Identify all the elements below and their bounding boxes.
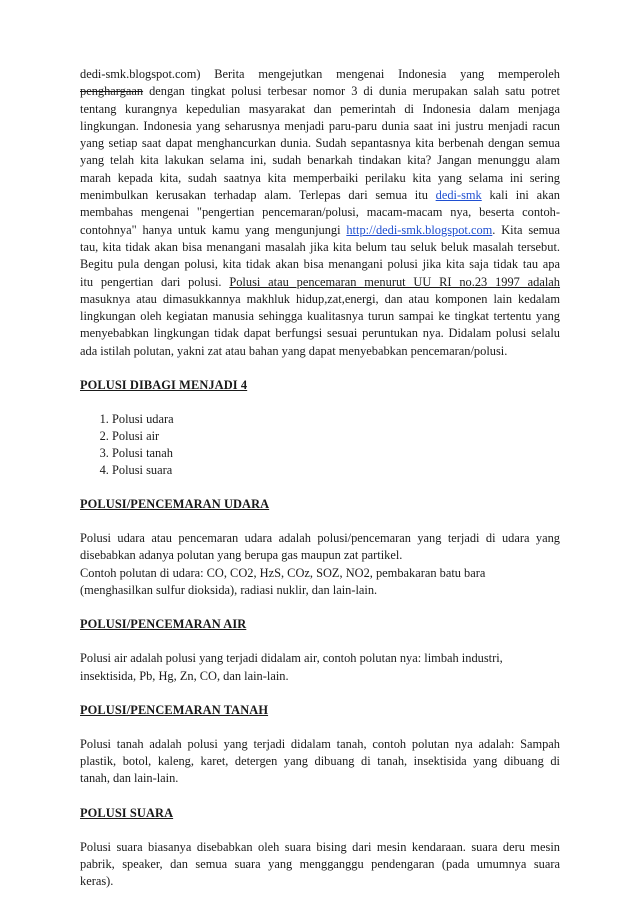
list-item: 1. Polusi udara xyxy=(112,411,560,428)
intro-paragraph xyxy=(80,66,560,360)
section-body xyxy=(80,650,560,685)
text-line: Polusi tanah adalah polusi yang terjadi didalam tanah, contoh polutan nya adalah: Sampah xyxy=(80,736,560,751)
text-line: pabrik, speaker, dan semua suara yang mengganggu pendengaran (pada umumnya suara xyxy=(80,857,560,872)
blog-url-link[interactable]: http://dedi-smk.blogspot.com xyxy=(346,222,493,237)
text-line: yang setiap saat dapat menghancurkan dunia. Sudah sepantasnya kita berbenah dengan semua xyxy=(80,136,560,151)
list-item: 4. Polusi suara xyxy=(112,462,560,479)
strikethrough-text: penghargaan xyxy=(80,84,144,99)
text-line: plastik, botol, kaleng, karet, detergen yang dibuang di tanah, insektisida yang dibuang di xyxy=(80,754,560,769)
text-line: Polusi air adalah polusi yang terjadi didalam air, contoh polutan nya: limbah industri, xyxy=(80,651,503,666)
text-line: marah kepada kita, sudah saatnya kita memperbaiki perilaku kita yang selama ini sering xyxy=(80,170,560,185)
text-line: lingkungan. Indonesia yang seharusnya menjadi paru-paru dunia saat ini justru menjadi racun xyxy=(80,118,560,133)
text-fragment: dengan tingkat polusi terbesar nomor 3 di dunia merupakan salah satu potret xyxy=(143,84,560,99)
text-line: yang telah kita lakukan selama ini, sudah benarkah tindakan kita? Jangan menunggu alam xyxy=(80,153,560,168)
text-line: ada istilah polutan, yakni zat atau bahan yang dapat menyebabkan pencemaran/polusi. xyxy=(80,343,508,358)
section-body xyxy=(80,530,560,599)
text-line: tentang kurangnya kepedulian masyarakat dan pemerintah di Indonesia dalam menjaga xyxy=(80,101,560,116)
section-heading: POLUSI/PENCEMARAN TANAH xyxy=(80,702,269,717)
text-line: lingkungan oleh kegiatan manusia sehingga kualitasnya turun sampai ke tingkat tertentu yang xyxy=(80,309,560,324)
section-heading: POLUSI DIBAGI MENJADI 4 xyxy=(80,378,248,393)
text-line: Polusi udara atau pencemaran udara adalah polusi/pencemaran yang terjadi di udara yang xyxy=(80,531,560,546)
underlined-text: Polusi atau pencemaran menurut UU RI no.23 1997 adalah xyxy=(229,274,561,289)
section-air xyxy=(80,616,560,685)
section-heading: POLUSI SUARA xyxy=(80,805,174,820)
dedi-smk-link[interactable]: dedi-smk xyxy=(435,188,482,203)
text-fragment: itu pengertian dari polusi. xyxy=(80,274,230,289)
text-line: dedi-smk.blogspot.com) Berita mengejutkan mengenai Indonesia yang memperoleh xyxy=(80,67,560,81)
text-line xyxy=(80,83,560,100)
section-body xyxy=(80,839,560,891)
text-line: menyebabkan lingkungan tidak dapat berfungsi sesuai peruntukan nya. Didalam polusi selalu xyxy=(80,326,560,341)
list-item: 2. Polusi air xyxy=(112,428,560,445)
text-line: keras). xyxy=(80,874,114,889)
text-line: (menghasilkan sulfur dioksida), radiasi nuklir, dan lain-lain. xyxy=(80,582,378,597)
text-line xyxy=(80,222,560,239)
text-fragment: contohnya" hanya untuk kamu yang mengunjungi xyxy=(80,222,347,237)
section-udara xyxy=(80,496,560,599)
text-line xyxy=(80,187,560,204)
text-line: disebabkan adanya polutan yang berupa gas maupun zat partikel. xyxy=(80,548,403,563)
section-body xyxy=(80,736,560,788)
text-line: Contoh polutan di udara: CO, CO2, HzS, COz, SOZ, NO2, pembakaran batu bara xyxy=(80,565,486,580)
section-types xyxy=(80,377,560,479)
text-fragment: . Kita semua xyxy=(492,222,561,237)
section-tanah xyxy=(80,702,560,788)
text-line: masuknya atau dimasukkannya makhluk hidup,zat,energi, dan atau komponen lain kedalam xyxy=(80,291,560,306)
text-line: Polusi suara biasanya disebabkan oleh suara bising dari mesin kendaraan. suara deru mesin xyxy=(80,839,560,854)
text-line: Begitu pula dengan polusi, kita tidak akan bisa menangani polusi jika kita saja tidak tau apa xyxy=(80,257,560,272)
list-item: 3. Polusi tanah xyxy=(112,445,560,462)
text-fragment: kali ini akan xyxy=(481,188,560,203)
text-line: tau, kita tidak akan bisa menangani masalah jika kita belum tau seluk beluk masalah tersebut. xyxy=(80,239,560,254)
document-page xyxy=(80,66,560,891)
section-heading: POLUSI/PENCEMARAN UDARA xyxy=(80,497,270,512)
section-heading: POLUSI/PENCEMARAN AIR xyxy=(80,617,247,632)
text-line: tanah, dan lain-lain. xyxy=(80,771,179,786)
section-suara xyxy=(80,805,560,891)
text-fragment: menimbulkan kerusakan terhadap alam. Terlepas dari semua itu xyxy=(80,188,436,203)
polusi-types-list xyxy=(80,411,560,479)
text-line: insektisida, Pb, Hg, Zn, CO, dan lain-lain. xyxy=(80,668,289,683)
text-line xyxy=(80,274,560,291)
text-line: membahas mengenai "pengertian pencemaran/polusi, macam-macam nya, beserta contoh- xyxy=(80,205,560,220)
